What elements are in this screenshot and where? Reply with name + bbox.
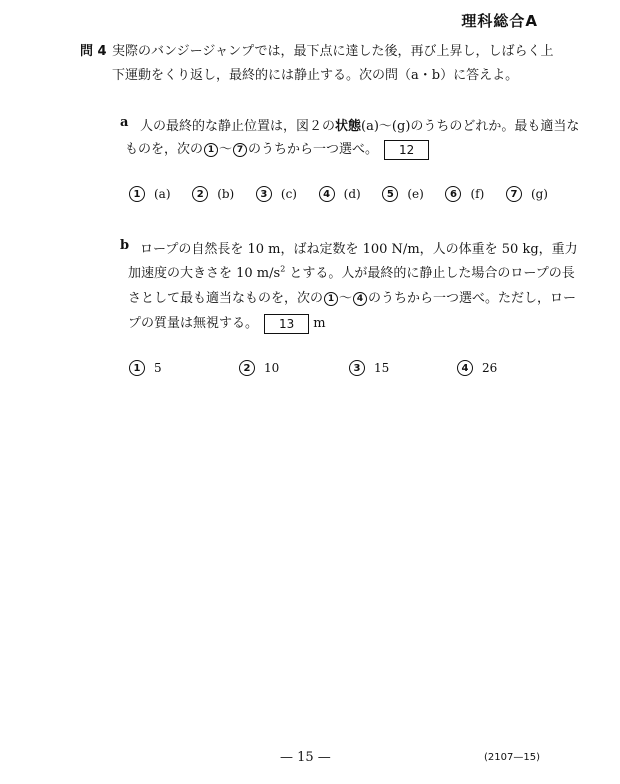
answer-box-12[interactable]: 12 [384, 140, 429, 160]
part-a-line-1-pre: 人の最終的な静止位置は，図２の [140, 119, 336, 134]
option-text: 15 [374, 361, 390, 375]
option-text: (b) [217, 187, 235, 201]
part-b-line-4 [128, 312, 326, 334]
part-a-label: a [120, 115, 129, 130]
option-b-3[interactable] [348, 360, 389, 376]
option-a-2[interactable] [191, 186, 234, 202]
intro-line-1: 実際のバンジージャンプでは，最下点に達した後，再び上昇し，しばらく上 [112, 44, 554, 59]
option-text: (c) [280, 187, 297, 201]
option-a-7[interactable] [505, 186, 548, 202]
part-a-line-2-pre: ものを，次の [125, 142, 204, 157]
part-a-line-2 [125, 138, 429, 160]
circled-number: 5 [382, 186, 398, 202]
part-b-line-3-pre: さとして最も適当なものを，次の [128, 291, 324, 306]
range-end-circled-number: 4 [353, 292, 367, 306]
part-b-label: b [120, 238, 130, 253]
option-text: 5 [154, 361, 162, 375]
option-text: (a) [154, 187, 171, 201]
option-b-2[interactable] [238, 360, 279, 376]
part-b-line-4-pre: プの質量は無視する。 [128, 316, 259, 331]
part-a-line-1 [140, 115, 579, 134]
circled-number: 2 [192, 186, 208, 202]
exponent: 2 [280, 264, 286, 274]
range-separator: 〜 [339, 291, 353, 306]
circled-number: 2 [239, 360, 255, 376]
option-a-1[interactable] [128, 186, 171, 202]
circled-number: 3 [349, 360, 365, 376]
option-text: 26 [482, 361, 498, 375]
part-a-line-1-bold: 状態 [335, 119, 362, 134]
question-number: 問 4 [80, 44, 107, 59]
part-b-line-1: ロープの自然長を 10 m，ばね定数を 100 N/m，人の体重を 50 kg，重力 [140, 242, 578, 257]
circled-number: 7 [506, 186, 522, 202]
option-b-1[interactable] [128, 360, 162, 376]
option-text: (f) [470, 187, 485, 201]
option-text: 10 [264, 361, 280, 375]
option-text: (g) [530, 187, 548, 201]
part-b-line-3-post: のうちから一つ選べ。ただし，ロー [368, 291, 577, 306]
range-start-circled-number: 1 [204, 143, 218, 157]
unit-label: m [313, 316, 326, 331]
subject-title: 理科総合A [461, 12, 538, 30]
option-text: (e) [407, 187, 424, 201]
part-b-line-2-post: とする。人が最終的に静止した場合のロープの長 [285, 266, 575, 281]
option-a-6[interactable] [444, 186, 484, 202]
exam-code: (2107—15) [484, 752, 540, 763]
part-b-line-2-pre: 加速度の大きさを 10 m/s [128, 266, 281, 281]
part-b-line-3 [128, 287, 576, 306]
answer-box-13[interactable]: 13 [264, 314, 309, 334]
circled-number: 4 [457, 360, 473, 376]
intro-line-2: 下運動をくり返し，最終的には静止する。次の問（a・b）に答えよ。 [112, 68, 519, 83]
option-a-3[interactable] [255, 186, 297, 202]
page-number: — 15 — [280, 750, 331, 765]
option-text: (d) [343, 187, 361, 201]
option-a-5[interactable] [381, 186, 423, 202]
circled-number: 1 [129, 360, 145, 376]
option-a-4[interactable] [318, 186, 361, 202]
circled-number: 6 [445, 186, 461, 202]
circled-number: 3 [256, 186, 272, 202]
range-separator: 〜 [219, 142, 233, 157]
circled-number: 4 [319, 186, 335, 202]
range-start-circled-number: 1 [324, 292, 338, 306]
part-b-line-2 [128, 262, 575, 281]
part-a-options [128, 186, 548, 202]
part-a-line-2-post: のうちから一つ選べ。 [248, 142, 379, 157]
option-b-4[interactable] [456, 360, 497, 376]
circled-number: 1 [129, 186, 145, 202]
range-end-circled-number: 7 [233, 143, 247, 157]
part-a-line-1-post: (a)〜(g)のうちのどれか。最も適当な [361, 119, 580, 134]
